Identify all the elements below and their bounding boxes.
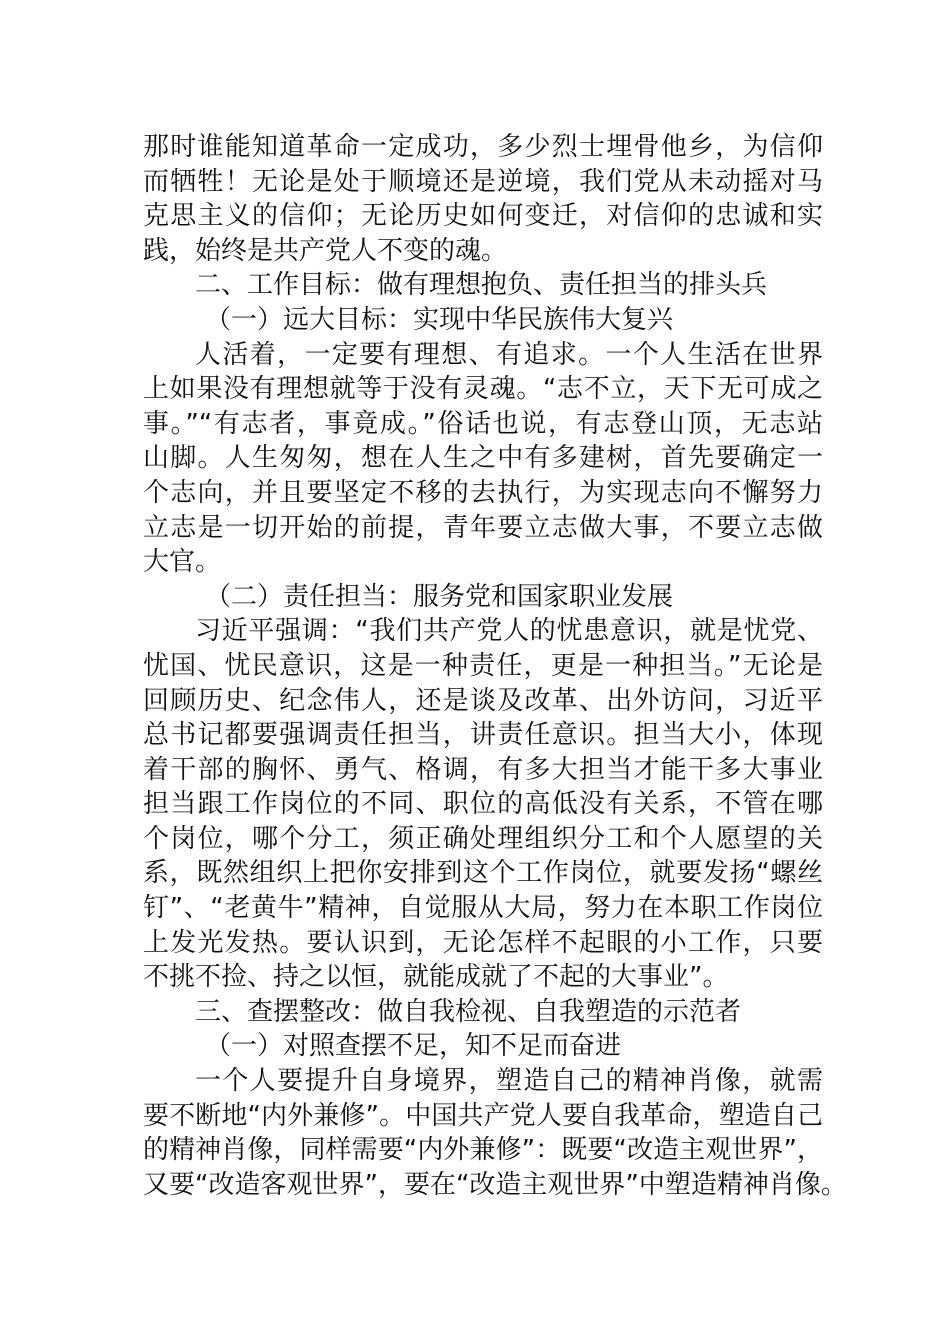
text-line: 践，始终是共产党人不变的魂。 bbox=[143, 235, 508, 266]
text-line: 系，既然组织上把你安排到这个工作岗位，就要发扬“螺丝 bbox=[143, 858, 823, 889]
section-heading-3: 三、查摆整改：做自我检视、自我塑造的示范者 bbox=[195, 996, 742, 1027]
document-body bbox=[143, 130, 847, 1202]
text-line: 那时谁能知道革命一定成功，多少烈士埋骨他乡，为信仰 bbox=[143, 132, 823, 162]
text-line: 一个人要提升自身境界，塑造自己的精神肖像，就需 bbox=[195, 1066, 823, 1097]
subsection-heading-2-1: （一）远大目标：实现中华民族伟大复兴 bbox=[205, 304, 674, 335]
text-line: 山脚。人生匆匆，想在人生之中有多建树，首先要确定一 bbox=[143, 443, 823, 474]
text-line: 忧国、忧民意识，这是一种责任，更是一种担当。”无论是 bbox=[143, 650, 823, 681]
text-line: 的精神肖像，同样需要“内外兼修”：既要“改造主观世界”， bbox=[143, 1135, 823, 1166]
text-line: 总书记都要强调责任担当，讲责任意识。担当大小，体现 bbox=[143, 720, 823, 751]
text-line: 个岗位，哪个分工，须正确处理组织分工和个人愿望的关 bbox=[143, 823, 823, 854]
subsection-heading-3-1: （一）对照查摆不足，知不足而奋进 bbox=[205, 1031, 622, 1062]
text-line: 大官。 bbox=[143, 547, 222, 578]
text-line: 而牺牲！无论是处于顺境还是逆境，我们党从未动摇对马 bbox=[143, 166, 823, 197]
text-line: 又要“改造客观世界”，要在“改造主观世界”中塑造精神肖像。 bbox=[143, 1169, 847, 1200]
text-line: 钉”、“老黄牛”精神，自觉服从大局，努力在本职工作岗位 bbox=[143, 893, 823, 924]
text-line: 要不断地“内外兼修”。中国共产党人要自我革命，塑造自己 bbox=[143, 1100, 823, 1131]
text-line: 事。”“有志者，事竟成。”俗话也说，有志登山顶，无志站 bbox=[143, 408, 823, 439]
text-line: 着干部的胸怀、勇气、格调，有多大担当才能干多大事业 bbox=[143, 754, 823, 785]
text-line: 上发光发热。要认识到，无论怎样不起眼的小工作，只要 bbox=[143, 927, 823, 958]
text-line: 担当跟工作岗位的不同、职位的高低没有关系，不管在哪 bbox=[143, 789, 823, 820]
text-line: 习近平强调：“我们共产党人的忧患意识，就是忧党、 bbox=[195, 616, 823, 647]
text-line: 个志向，并且要坚定不移的去执行，为实现志向不懈努力 bbox=[143, 477, 823, 508]
text-line: 上如果没有理想就等于没有灵魂。“志不立，天下无可成之 bbox=[143, 374, 823, 405]
section-heading-2: 二、工作目标：做有理想抱负、责任担当的排头兵 bbox=[195, 270, 768, 301]
text-line: 立志是一切开始的前提，青年要立志做大事，不要立志做 bbox=[143, 512, 823, 543]
text-line: 不挑不捡、持之以恒，就能成就了不起的大事业”。 bbox=[143, 962, 729, 993]
text-line: 回顾历史、纪念伟人，还是谈及改革、出外访问，习近平 bbox=[143, 685, 823, 716]
text-line: 克思主义的信仰；无论历史如何变迁，对信仰的忠诚和实 bbox=[143, 201, 823, 232]
text-line: 人活着，一定要有理想、有追求。一个人生活在世界 bbox=[195, 339, 823, 370]
subsection-heading-2-2: （二）责任担当：服务党和国家职业发展 bbox=[205, 581, 674, 612]
